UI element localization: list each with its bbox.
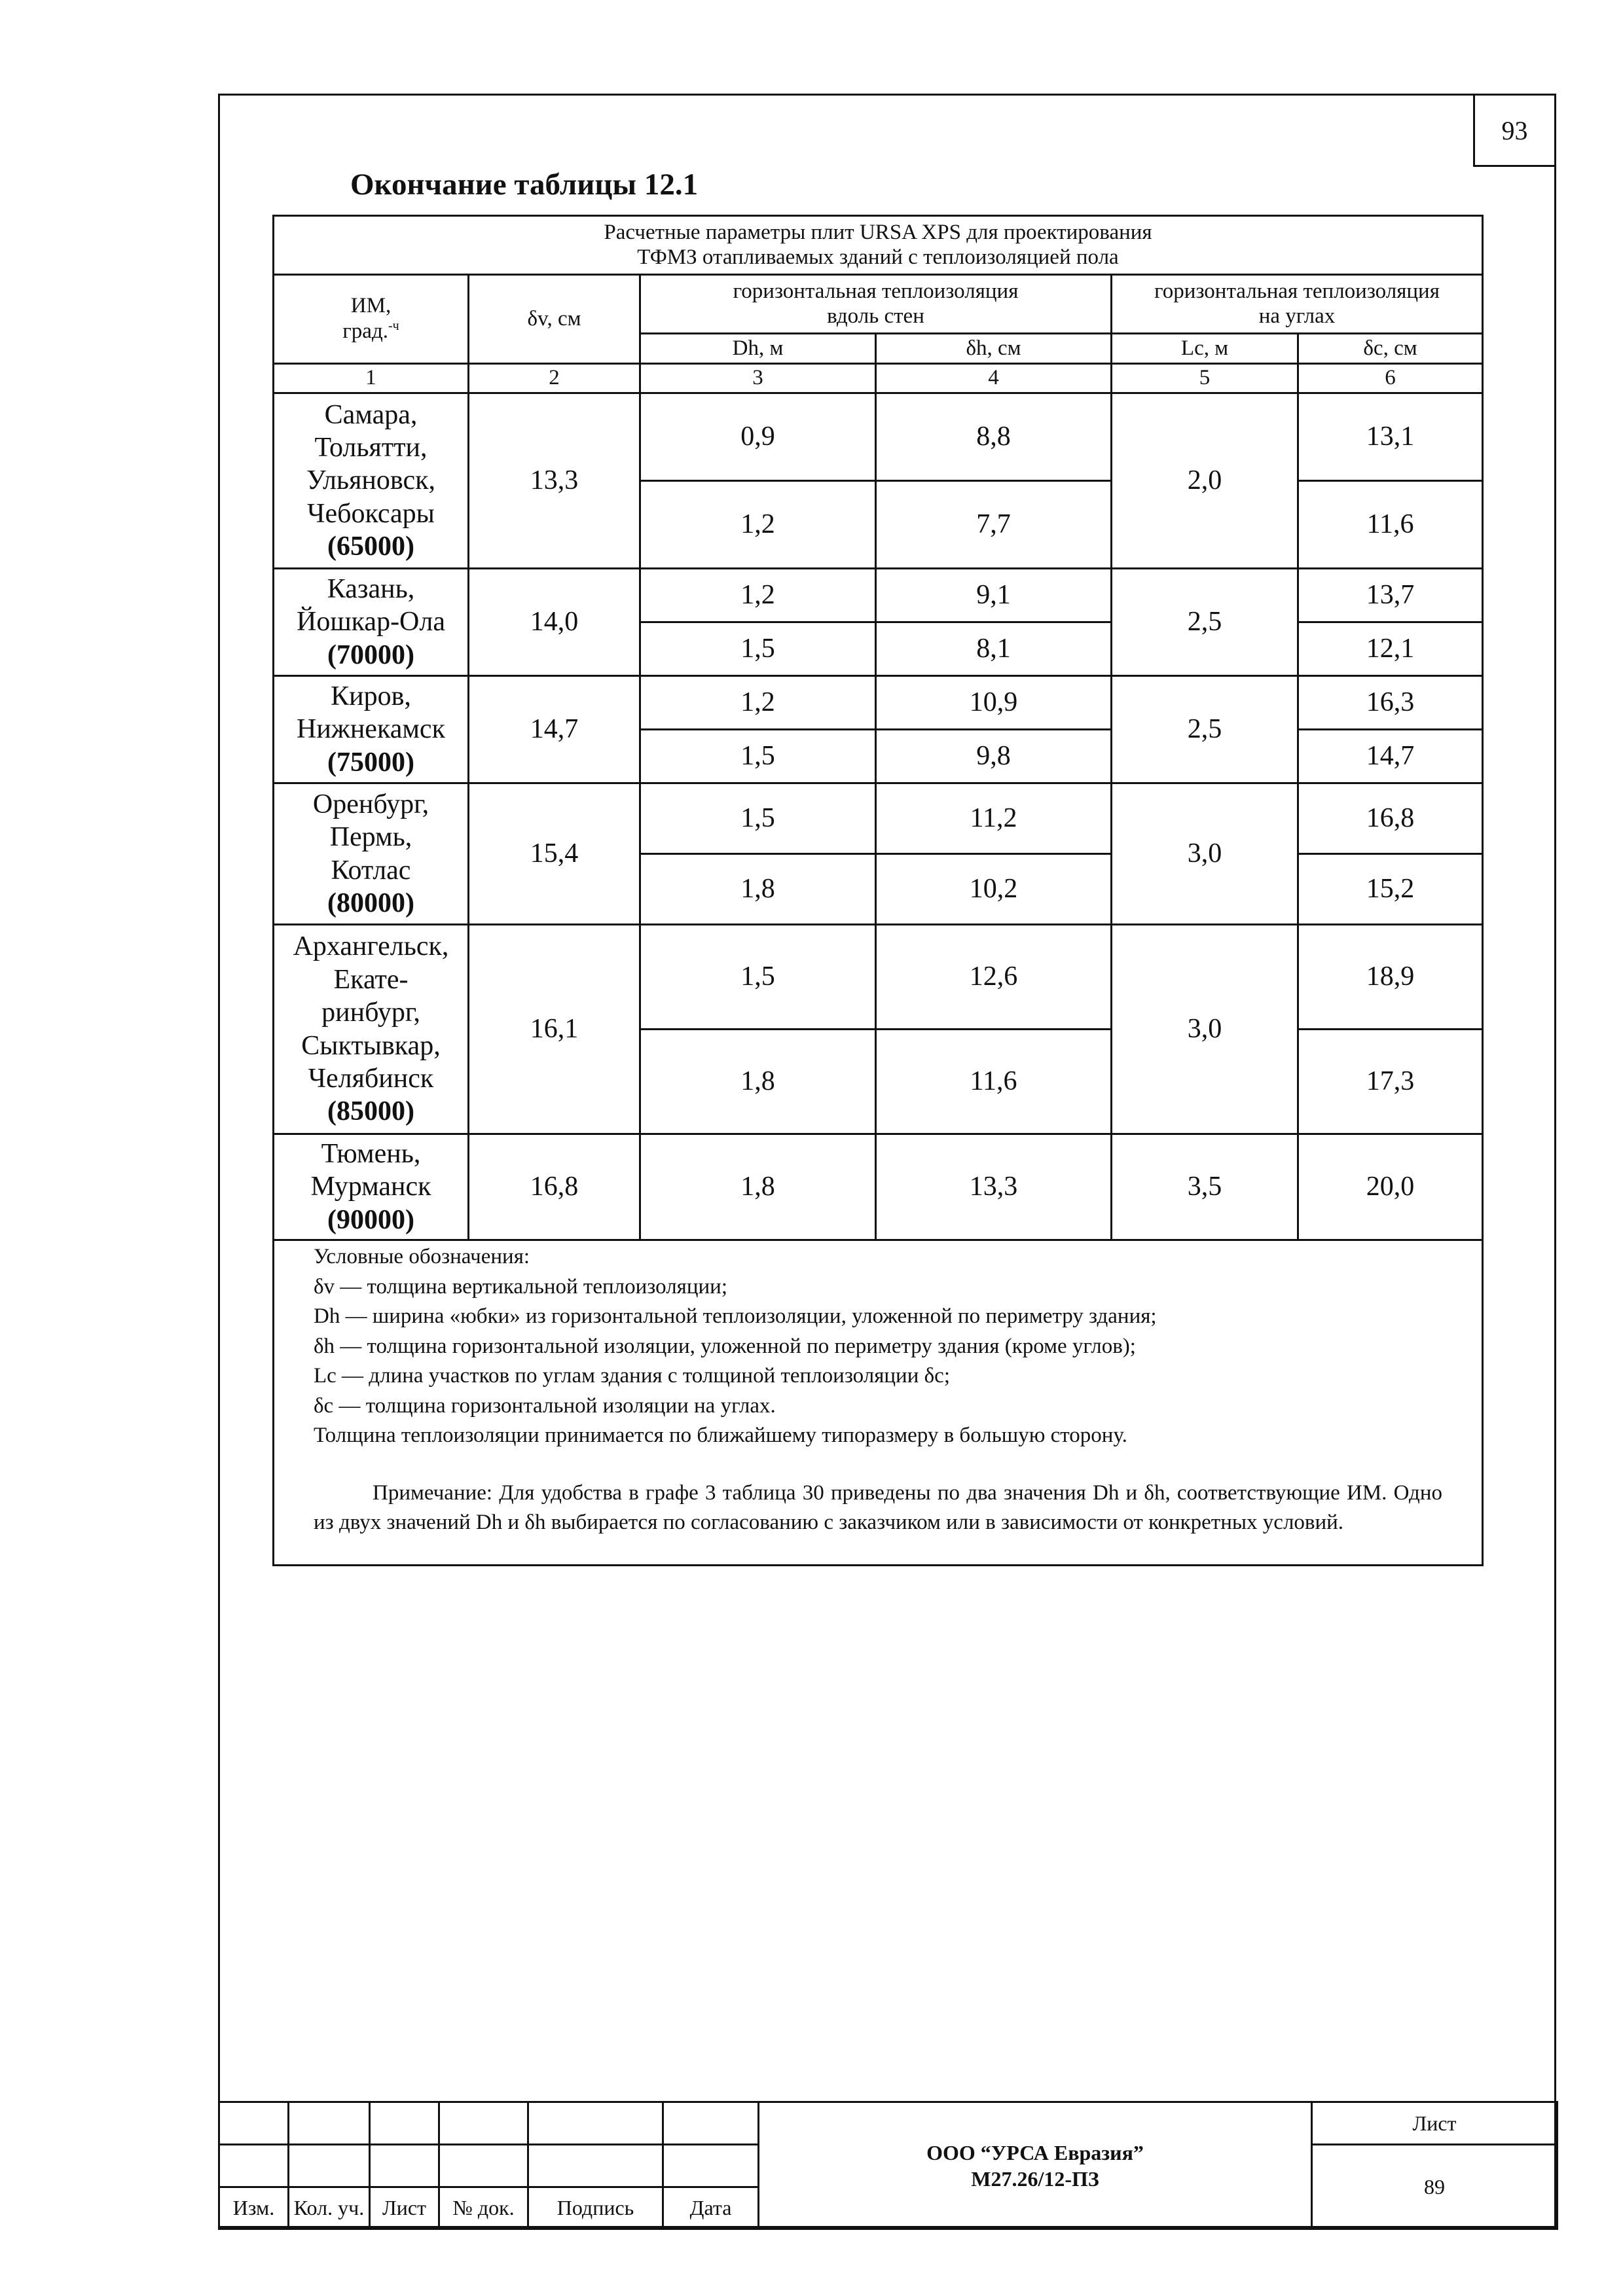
city-name: Котлас	[331, 855, 411, 886]
notes-line: Толщина теплоизоляции принимается по ближайшему типоразмеру в большую сторону.	[314, 1424, 1127, 1448]
dv-cell: 14,0	[469, 569, 640, 676]
header-Lc: Lc, м	[1112, 334, 1298, 364]
header-im-sup: -ч	[388, 319, 399, 333]
column-number: 4	[876, 364, 1112, 393]
Lc-cell: 3,0	[1112, 783, 1298, 925]
header-dh: δh, см	[876, 334, 1112, 364]
city-name: Екате-	[333, 964, 409, 995]
stamp-title	[759, 2102, 1312, 2229]
stamp-cell	[289, 2145, 370, 2187]
dh-cell: 7,7	[876, 481, 1112, 569]
stamp-label-izm: Изм.	[219, 2187, 289, 2229]
column-number: 2	[469, 364, 640, 393]
Dh-cell: 1,8	[640, 854, 876, 925]
stamp-label-list: Лист	[370, 2187, 439, 2229]
table-row	[274, 393, 1483, 481]
column-number: 5	[1112, 364, 1298, 393]
header-dv-text: δv, см	[527, 306, 581, 331]
dc-cell: 11,6	[1298, 481, 1483, 569]
header-corners-line: на углах	[1258, 304, 1336, 328]
notes-line: Dh — ширина «юбки» из горизонтальной теплоизоляции, уложенной по периметру здания;	[314, 1304, 1157, 1329]
header-row-1	[274, 275, 1483, 334]
Lc-cell: 3,5	[1112, 1134, 1298, 1240]
dh-cell: 11,2	[876, 783, 1112, 854]
dc-cell: 13,7	[1298, 569, 1483, 622]
Dh-cell: 1,5	[640, 730, 876, 783]
im-value: (80000)	[327, 888, 414, 918]
header-corners-line: горизонтальная теплоизоляция	[1154, 279, 1440, 303]
im-value: (75000)	[327, 747, 414, 778]
dh-cell: 9,8	[876, 730, 1112, 783]
header-walls	[640, 275, 1112, 334]
stamp-label-sign: Подпись	[528, 2187, 663, 2229]
dv-cell: 16,1	[469, 925, 640, 1134]
stamp-cell	[370, 2102, 439, 2145]
header-dv	[469, 275, 640, 364]
header-corners	[1112, 275, 1483, 334]
stamp-cell	[219, 2102, 289, 2145]
column-number: 1	[274, 364, 469, 393]
Dh-cell: 1,5	[640, 783, 876, 854]
Dh-cell: 1,5	[640, 925, 876, 1030]
column-number: 3	[640, 364, 876, 393]
city-name: Нижнекамск	[297, 714, 445, 745]
header-walls-line: вдоль стен	[827, 304, 924, 328]
dc-cell: 20,0	[1298, 1134, 1483, 1240]
city-cell	[274, 569, 469, 676]
city-name: Чебоксары	[307, 498, 435, 529]
table-row	[274, 569, 1483, 622]
stamp-cell	[528, 2145, 663, 2187]
dh-cell: 8,8	[876, 393, 1112, 481]
dh-cell: 12,6	[876, 925, 1112, 1030]
table-row	[274, 1134, 1483, 1240]
parameters-table	[272, 215, 1484, 1566]
city-name: Ульяновск,	[306, 465, 436, 496]
city-cell	[274, 925, 469, 1134]
city-name: Пермь,	[329, 822, 412, 853]
notes-remark: Примечание: Для удобства в графе 3 таблица 30 приведены по два значения Dh и δh, соответствующие ИМ. Одно из двух значений Dh и δh выбирается по согласованию с заказчиком или в зависимости от конкретных условий.	[314, 1480, 1442, 1535]
page-number: 93	[1473, 94, 1556, 167]
dh-cell: 11,6	[876, 1030, 1112, 1134]
dv-cell: 14,7	[469, 676, 640, 783]
city-name: Тольятти,	[314, 432, 428, 463]
title-block	[218, 2101, 1558, 2230]
Dh-cell: 1,8	[640, 1030, 876, 1134]
Dh-cell: 1,2	[640, 569, 876, 622]
Dh-cell: 1,8	[640, 1134, 876, 1240]
header-im	[274, 275, 469, 364]
stamp-cell	[219, 2145, 289, 2187]
Dh-cell: 1,5	[640, 622, 876, 676]
caption-line: Расчетные параметры плит URSA XPS для проектирования	[604, 220, 1152, 244]
city-name: Йошкар-Ола	[296, 607, 445, 637]
company-name: ООО “УРСА Евразия”	[926, 2140, 1144, 2164]
sheet-label: Лист	[1312, 2102, 1558, 2145]
city-name: Казань,	[327, 573, 415, 604]
dh-cell: 8,1	[876, 622, 1112, 676]
table-row	[274, 925, 1483, 1030]
dc-cell: 16,8	[1298, 783, 1483, 854]
notes-line: δv — толщина вертикальной теплоизоляции;	[314, 1274, 727, 1299]
header-walls-line: горизонтальная теплоизоляция	[733, 279, 1019, 303]
im-value: (85000)	[327, 1096, 414, 1127]
table-caption-row	[274, 216, 1483, 275]
dc-cell: 15,2	[1298, 854, 1483, 925]
column-number-row	[274, 364, 1483, 393]
notes-title: Условные обозначения:	[314, 1245, 530, 1268]
stamp-cell	[663, 2102, 759, 2145]
Lc-cell: 2,5	[1112, 569, 1298, 676]
stamp-label-kol: Кол. уч.	[289, 2187, 370, 2229]
notes-cell	[274, 1240, 1483, 1566]
city-name: Мурманск	[310, 1172, 431, 1202]
dc-cell: 17,3	[1298, 1030, 1483, 1134]
stamp-cell	[439, 2102, 528, 2145]
notes-row	[274, 1240, 1483, 1566]
city-name: Киров,	[331, 681, 411, 711]
sheet-number: 89	[1312, 2145, 1558, 2229]
stamp-cell	[439, 2145, 528, 2187]
dc-cell: 18,9	[1298, 925, 1483, 1030]
stamp-label-doc: № док.	[439, 2187, 528, 2229]
header-im-unit: град.	[342, 319, 388, 343]
stamp-cell	[528, 2102, 663, 2145]
dc-cell: 12,1	[1298, 622, 1483, 676]
Lc-cell: 2,5	[1112, 676, 1298, 783]
notes-line: δc — толщина горизонтальной изоляции на углах.	[314, 1393, 776, 1418]
im-value: (90000)	[327, 1204, 414, 1235]
header-dc: δc, см	[1298, 334, 1483, 364]
Lc-cell: 2,0	[1112, 393, 1298, 569]
Dh-cell: 1,2	[640, 676, 876, 730]
notes-line: δh — толщина горизонтальной изоляции, уложенной по периметру здания (кроме углов);	[314, 1334, 1136, 1358]
dc-cell: 13,1	[1298, 393, 1483, 481]
city-name: Челябинск	[308, 1063, 434, 1094]
header-im-line: ИМ,	[350, 294, 392, 318]
document-code: М27.26/12-ПЗ	[971, 2166, 1099, 2191]
city-name: Архангельск,	[293, 931, 449, 962]
city-cell	[274, 393, 469, 569]
dh-cell: 9,1	[876, 569, 1112, 622]
im-value: (70000)	[327, 639, 414, 670]
stamp-cell	[370, 2145, 439, 2187]
notes-line: Lc — длина участков по углам здания с толщиной теплоизоляции δc;	[314, 1364, 950, 1388]
city-name: Оренбург,	[312, 789, 429, 819]
dh-cell: 13,3	[876, 1134, 1112, 1240]
city-name: ринбург,	[321, 997, 420, 1028]
table-heading: Окончание таблицы 12.1	[350, 168, 699, 202]
table-row	[274, 676, 1483, 730]
stamp-cell	[289, 2102, 370, 2145]
Lc-cell: 3,0	[1112, 925, 1298, 1134]
stamp-label-date: Дата	[663, 2187, 759, 2229]
dh-cell: 10,9	[876, 676, 1112, 730]
dv-cell: 16,8	[469, 1134, 640, 1240]
city-cell	[274, 676, 469, 783]
table-row	[274, 783, 1483, 854]
city-cell	[274, 1134, 469, 1240]
city-name: Самара,	[324, 399, 418, 430]
Dh-cell: 1,2	[640, 481, 876, 569]
Dh-cell: 0,9	[640, 393, 876, 481]
header-Dh: Dh, м	[640, 334, 876, 364]
dv-cell: 13,3	[469, 393, 640, 569]
dv-cell: 15,4	[469, 783, 640, 925]
city-cell	[274, 783, 469, 925]
im-value: (65000)	[327, 531, 414, 562]
dh-cell: 10,2	[876, 854, 1112, 925]
stamp-cell	[663, 2145, 759, 2187]
dc-cell: 16,3	[1298, 676, 1483, 730]
dc-cell: 14,7	[1298, 730, 1483, 783]
column-number: 6	[1298, 364, 1483, 393]
city-name: Сыктывкар,	[301, 1030, 441, 1061]
city-name: Тюмень,	[321, 1138, 421, 1169]
table-caption	[274, 216, 1483, 275]
caption-line: ТФМЗ отапливаемых зданий с теплоизоляцией пола	[637, 245, 1119, 269]
